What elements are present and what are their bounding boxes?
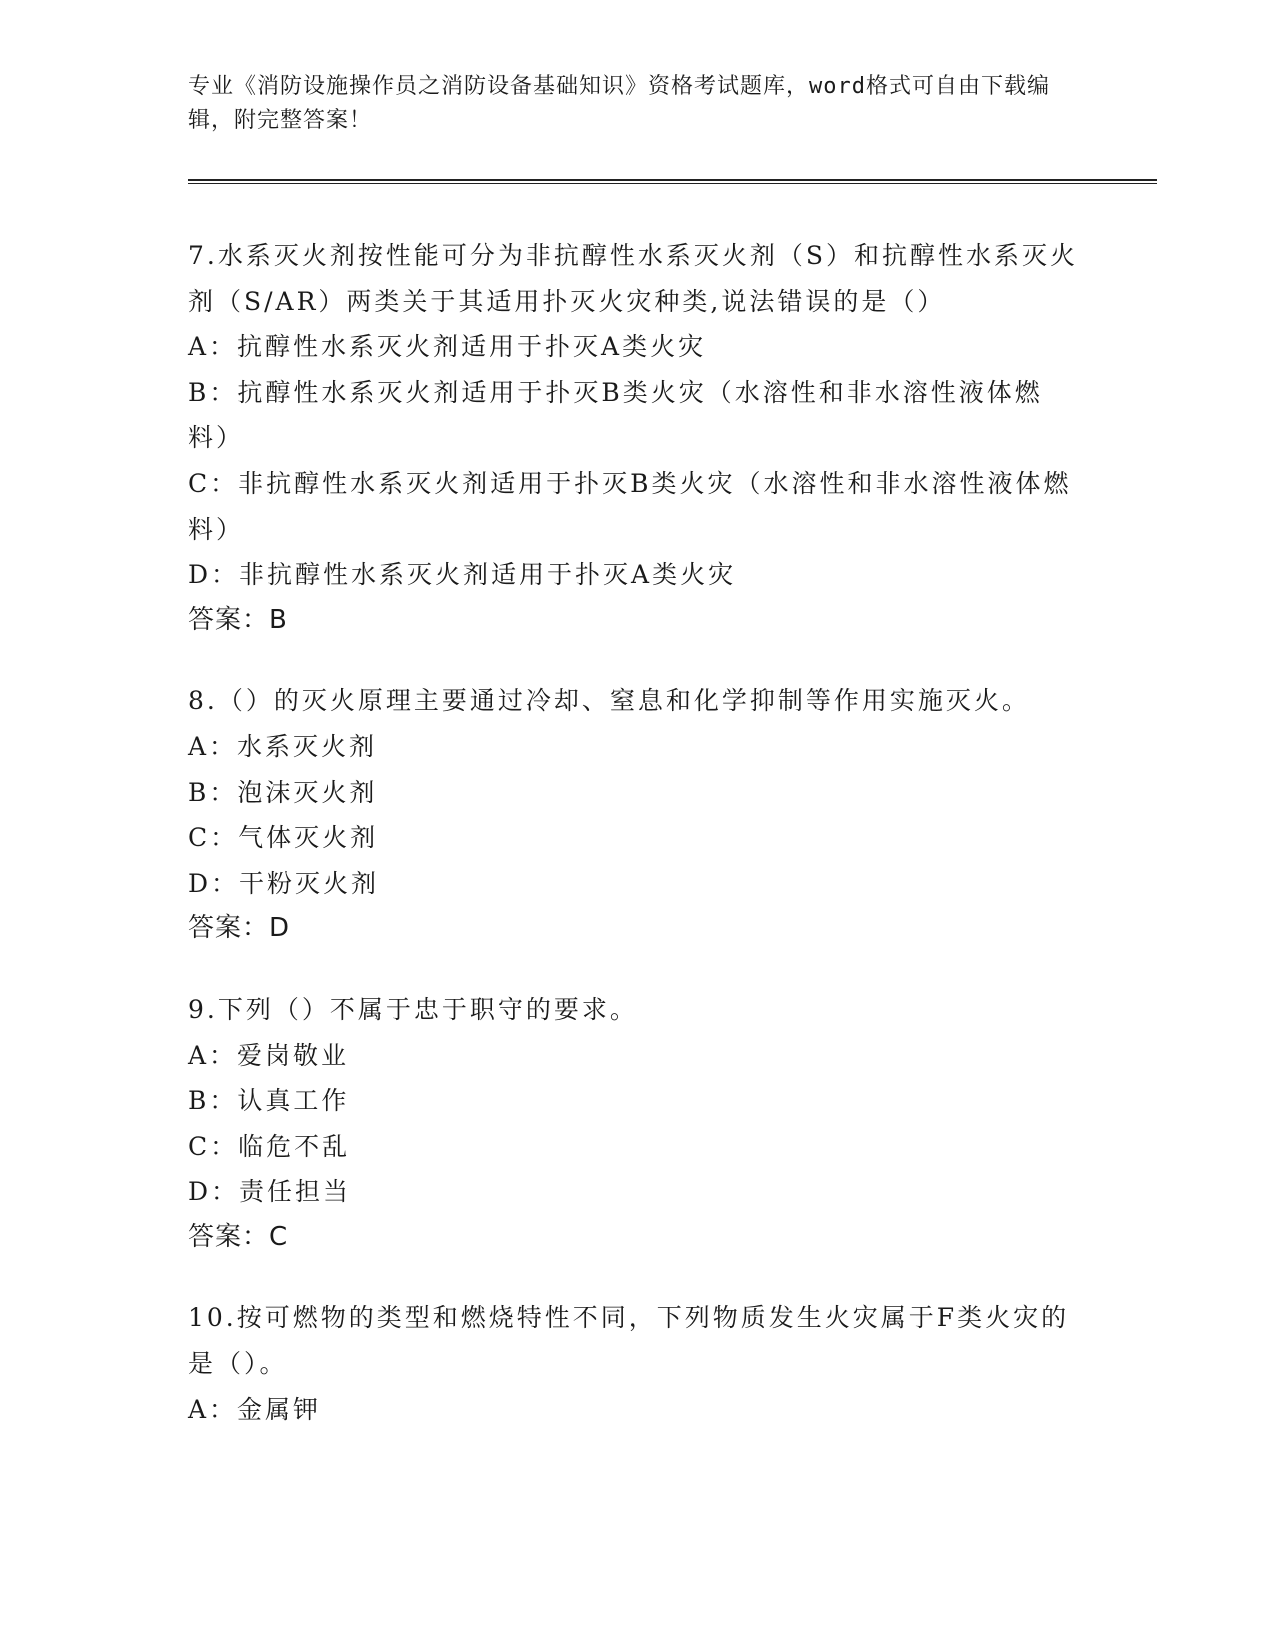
option-d: D：责任担当 [188, 1177, 352, 1207]
option-c: C：气体灭火剂 [188, 823, 379, 853]
question-stem: 7.水系灭火剂按性能可分为非抗醇性水系灭火剂（S）和抗醇性水系灭火剂（S/AR）两类关于其适用扑灭火灾种类,说法错误的是（） [188, 241, 1078, 316]
answer-label: 答案：D [188, 913, 291, 944]
question-stem: 9.下列（）不属于忠于职守的要求。 [188, 994, 638, 1024]
option-a: A：抗醇性水系灭火剂适用于扑灭A类火灾 [188, 332, 707, 362]
option-d: D：非抗醇性水系灭火剂适用于扑灭A类火灾 [188, 560, 737, 590]
question-stem: 10.按可燃物的类型和燃烧特性不同，下列物质发生火灾属于F类火灾的是（）。 [188, 1303, 1070, 1379]
question-9 [188, 987, 1078, 1261]
option-b: B：抗醇性水系灭火剂适用于扑灭B类火灾（水溶性和非水溶性液体燃料） [188, 377, 1043, 453]
question-8 [188, 678, 1078, 952]
document-header: 专业《消防设施操作员之消防设备基础知识》资格考试题库，word格式可自由下载编辑，附完整答案！ [188, 74, 1050, 133]
option-c: C：非抗醇性水系灭火剂适用于扑灭B类火灾（水溶性和非水溶性液体燃料） [188, 468, 1072, 544]
option-b: B：泡沫灭火剂 [188, 777, 378, 807]
option-a: A：爱岗敬业 [188, 1040, 350, 1070]
option-a: A：金属钾 [188, 1394, 322, 1424]
question-10 [188, 1295, 1078, 1432]
option-d: D：干粉灭火剂 [188, 868, 380, 898]
question-stem: 8.（）的灭火原理主要通过冷却、窒息和化学抑制等作用实施灭火。 [188, 686, 1030, 716]
answer-label: 答案：C [188, 1221, 289, 1252]
header-divider [188, 179, 1157, 184]
option-b: B：认真工作 [188, 1086, 350, 1116]
option-a: A：水系灭火剂 [188, 731, 378, 761]
answer-label: 答案：B [188, 604, 288, 635]
question-list [188, 233, 1078, 1467]
question-7 [188, 233, 1078, 643]
option-c: C：临危不乱 [188, 1131, 351, 1161]
